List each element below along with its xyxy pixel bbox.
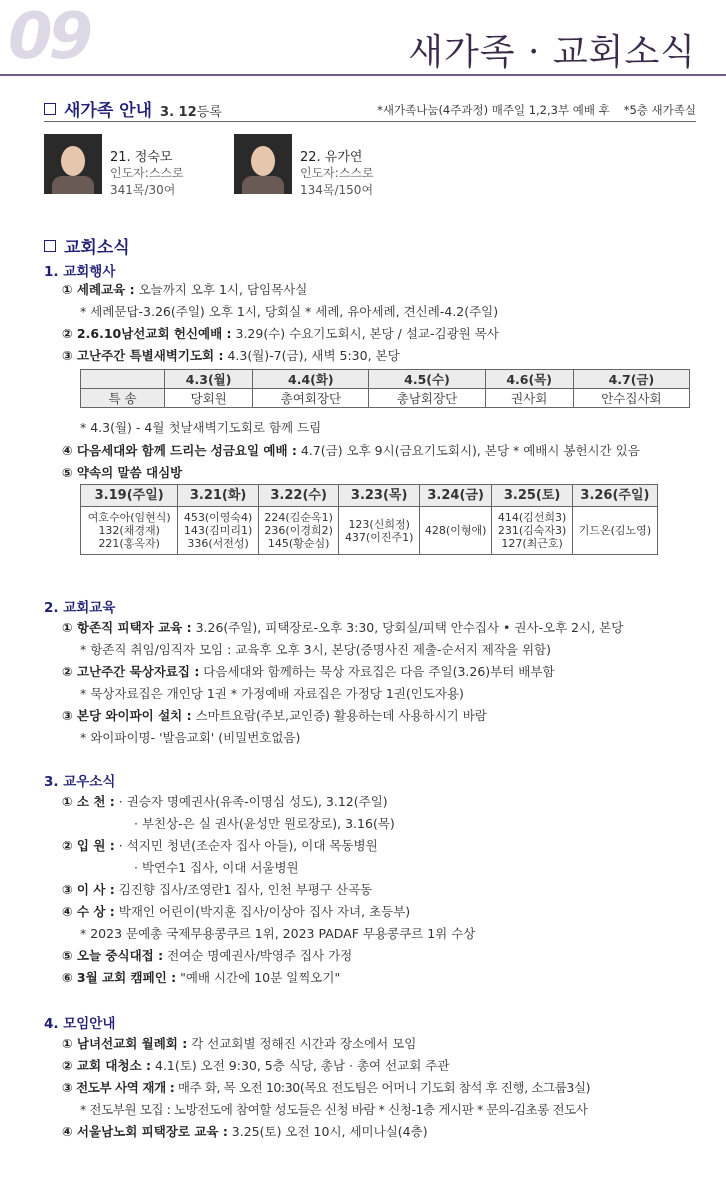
education-note: * 항존직 취임/임직자 모임 : 교육후 오후 3시, 본당(증명사진 제출-순서지 제작을 위함) — [80, 642, 551, 657]
table-cell — [81, 370, 165, 389]
members-line: ② 입 원 : · 석지민 청년(조순자 집사 아들), 이대 목동병원 — [62, 838, 378, 853]
members-line: ⑤ 오늘 중식대접 : 전여순 명예권사/박영주 집사 가정 — [62, 948, 353, 963]
table-cell: 428(이형애) — [419, 507, 491, 555]
table-cell: 224(김순옥1) 236(이경희2) 145(황순심) — [258, 507, 339, 555]
table-cell: 453(이영숙4) 143(김미리1) 336(서전성) — [178, 507, 259, 555]
church-news-heading: 교회소식 — [44, 233, 130, 258]
new-family-heading: 새가족 안내 3. 12등록 — [44, 96, 222, 121]
table-header-cell: 4.5(수) — [369, 370, 485, 389]
meetings-line: ① 남녀선교회 월례회 : 각 선교회별 정해진 시간과 장소에서 모임 — [62, 1036, 417, 1051]
meetings-note: * 전도부원 모집 : 노방전도에 참여할 성도들은 신청 바람 * 신청-1층 게시판 * 문의-김초롱 전도사 — [80, 1102, 588, 1117]
education-title: 2. 교회교육 — [44, 600, 116, 616]
dawn-prayer-table — [80, 369, 690, 408]
education-note: * 와이파이명- '발음교회' (비밀번호없음) — [80, 730, 301, 745]
education-line: ② 고난주간 묵상자료집 : 다음세대와 함께하는 묵상 자료집은 다음 주일(3.26)부터 배부함 — [62, 664, 555, 679]
members-news-title: 3. 교우소식 — [44, 774, 116, 790]
event-note: * 4.3(월) - 4월 첫날새벽기도회로 함께 드림 — [80, 420, 322, 435]
event-line: ② 2.6.10남선교회 헌신예배 : 3.29(수) 수요기도회시, 본당 / 설교-김광원 목사 — [62, 326, 499, 341]
table-cell: 안수집사회 — [573, 389, 689, 408]
members-line: ⑥ 3월 교회 캠페인 : "예배 시간에 10분 일찍오기" — [62, 970, 341, 985]
member-guide: 인도자:스스로 — [110, 166, 184, 180]
table-row-label: 특 송 — [81, 389, 165, 408]
page-number: 09 — [8, 0, 90, 74]
meetings-title: 4. 모임안내 — [44, 1016, 116, 1032]
education-note: * 묵상자료집은 개인당 1권 * 가정예배 자료집은 가정당 1권(인도자용) — [80, 686, 464, 701]
event-note: * 세례문답-3.26(주일) 오후 1시, 당회실 * 세례, 유아세례, 견신례-4.2(주일) — [80, 304, 499, 319]
square-bullet-icon — [44, 240, 56, 252]
members-note: * 2023 문예총 국제무용콩쿠르 1위, 2023 PADAF 무용콩쿠르 1위 수상 — [80, 926, 476, 941]
member-group: 341목/30여 — [110, 183, 176, 197]
table-cell: 당회원 — [165, 389, 253, 408]
event-line: ④ 다음세대와 함께 드리는 성금요일 예배 : 4.7(금) 오후 9시(금요기도회시), 본당 * 예배시 봉헌시간 있음 — [62, 443, 640, 458]
education-line: ③ 본당 와이파이 설치 : 스마트요람(주보,교인증) 활용하는데 사용하시기 바람 — [62, 708, 487, 723]
table-header-cell: 3.19(주일) — [81, 485, 178, 507]
member-guide: 인도자:스스로 — [300, 166, 374, 180]
member-name: 21. 정숙모 — [110, 150, 173, 165]
members-line: ③ 이 사 : 김진향 집사/조영란1 집사, 인천 부평구 산곡동 — [62, 882, 373, 897]
table-header-cell: 3.26(주일) — [572, 485, 657, 507]
table-cell: 414(김선희3) 231(김숙자3) 127(최근호) — [492, 507, 573, 555]
table-header-cell: 3.23(목) — [339, 485, 420, 507]
table-cell: 권사회 — [485, 389, 573, 408]
meetings-line: ② 교회 대청소 : 4.1(토) 오전 9:30, 5층 식당, 총남 · 총여 선교회 주관 — [62, 1058, 450, 1073]
meetings-line: ④ 서울남노회 피택장로 교육 : 3.25(토) 오전 10시, 세미나실(4층) — [62, 1124, 428, 1139]
pastoral-visit-table — [80, 484, 658, 555]
event-line: ① 세례교육 : 오늘까지 오후 1시, 담임목사실 — [62, 282, 308, 297]
education-line: ① 항존직 피택자 교육 : 3.26(주일), 피택장로-오후 3:30, 당회실/피택 안수집사 • 권사-오후 2시, 본당 — [62, 620, 624, 635]
table-cell: 총남회장단 — [369, 389, 485, 408]
event-line: ⑤ 약속의 말씀 대심방 — [62, 465, 183, 480]
page-title: 새가족 · 교회소식 — [408, 32, 696, 73]
table-header-cell: 4.4(화) — [253, 370, 369, 389]
header-divider — [0, 74, 726, 76]
member-group: 134목/150여 — [300, 183, 374, 197]
new-family-note: *새가족나눔(4주과정) 매주일 1,2,3부 예배 후 *5층 새가족실 — [377, 103, 696, 117]
members-line: ① 소 천 : · 권승자 명예권사(유족-이명심 성도), 3.12(주일) — [62, 794, 388, 809]
members-line: · 부친상-은 실 권사(윤성만 원로장로), 3.16(목) — [134, 816, 395, 831]
event-line: ③ 고난주간 특별새벽기도회 : 4.3(월)-7(금), 새벽 5:30, 본당 — [62, 348, 400, 363]
meetings-line: ③ 전도부 사역 재개 : 매주 화, 목 오전 10:30(목요 전도팀은 어머니 기도회 참석 후 진행, 소그룹3실) — [62, 1080, 591, 1095]
member-photo — [234, 134, 292, 194]
table-header-cell: 3.25(토) — [492, 485, 573, 507]
members-line: ④ 수 상 : 박재인 어린이(박지훈 집사/이상아 집사 자녀, 초등부) — [62, 904, 411, 919]
registration-date: 3. 12등록 — [160, 105, 222, 120]
members-line: · 박연수1 집사, 이대 서울병원 — [134, 860, 299, 875]
table-cell: 여호수아(임현식) 132(채경재) 221(홍옥자) — [81, 507, 178, 555]
new-family-divider — [44, 121, 696, 122]
member-name: 22. 유가연 — [300, 150, 363, 165]
table-cell: 기드온(김노영) — [572, 507, 657, 555]
table-header-cell: 4.7(금) — [573, 370, 689, 389]
table-cell: 총여회장단 — [253, 389, 369, 408]
member-photo — [44, 134, 102, 194]
square-bullet-icon — [44, 103, 56, 115]
table-header-cell: 4.6(목) — [485, 370, 573, 389]
table-cell: 123(신희정) 437(이진주1) — [339, 507, 420, 555]
table-header-cell: 3.24(금) — [419, 485, 491, 507]
table-header-cell: 4.3(월) — [165, 370, 253, 389]
table-header-cell: 3.22(수) — [258, 485, 339, 507]
table-header-cell: 3.21(화) — [178, 485, 259, 507]
events-title: 1. 교회행사 — [44, 264, 116, 280]
